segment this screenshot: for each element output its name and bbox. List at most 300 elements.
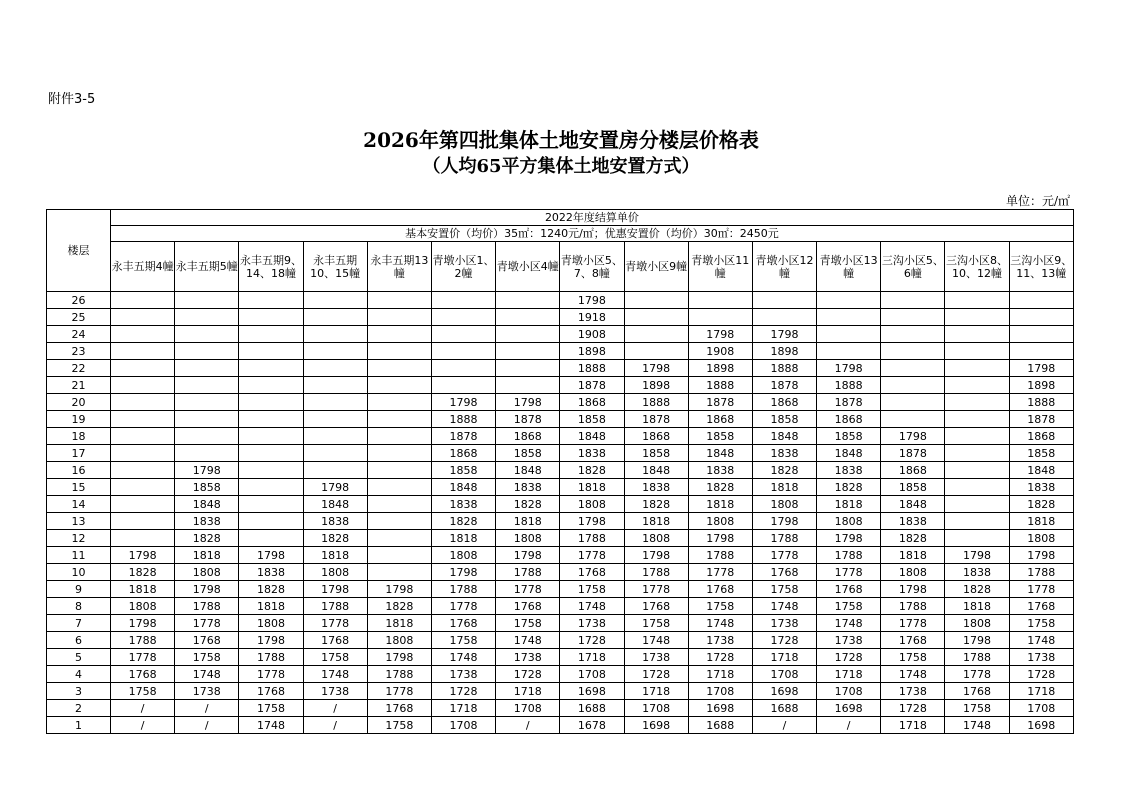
price-cell: 1818: [496, 513, 560, 530]
price-cell: 1738: [560, 615, 624, 632]
price-cell: 1868: [817, 411, 881, 428]
price-cell: 1868: [624, 428, 688, 445]
page-subtitle: （人均65平方集体土地安置方式）: [422, 156, 700, 177]
price-cell: 1738: [688, 632, 752, 649]
price-cell: [431, 377, 495, 394]
price-cell: 1828: [111, 564, 175, 581]
price-cell: 1898: [624, 377, 688, 394]
price-cell: [367, 292, 431, 309]
price-cell: 1788: [945, 649, 1009, 666]
floor-cell: 11: [47, 547, 111, 564]
price-cell: 1828: [431, 513, 495, 530]
price-cell: 1878: [881, 445, 945, 462]
building-column-header: 永丰五期9、14、18幢: [239, 242, 303, 292]
price-cell: 1808: [881, 564, 945, 581]
price-cell: [945, 462, 1009, 479]
price-cell: 1688: [560, 700, 624, 717]
price-cell: 1848: [881, 496, 945, 513]
floor-cell: 17: [47, 445, 111, 462]
price-cell: [367, 411, 431, 428]
price-cell: [881, 411, 945, 428]
table-row: [47, 309, 1074, 326]
price-cell: 1728: [881, 700, 945, 717]
price-cell: 1768: [1009, 598, 1073, 615]
price-cell: 1758: [560, 581, 624, 598]
settlement-price-header: 2022年度结算单价: [111, 210, 1074, 226]
price-cell: 1818: [560, 479, 624, 496]
price-cell: 1878: [688, 394, 752, 411]
price-cell: 1908: [560, 326, 624, 343]
price-cell: [496, 326, 560, 343]
table-row: [47, 360, 1074, 377]
price-cell: 1788: [560, 530, 624, 547]
building-column-header: 青墩小区9幢: [624, 242, 688, 292]
price-cell: [817, 309, 881, 326]
floor-cell: 12: [47, 530, 111, 547]
price-cell: 1798: [111, 615, 175, 632]
price-cell: 1728: [431, 683, 495, 700]
price-cell: 1848: [624, 462, 688, 479]
price-cell: 1818: [111, 581, 175, 598]
price-cell: 1858: [817, 428, 881, 445]
price-cell: 1868: [1009, 428, 1073, 445]
floor-cell: 21: [47, 377, 111, 394]
price-cell: [303, 411, 367, 428]
price-cell: 1848: [817, 445, 881, 462]
price-cell: 1798: [111, 547, 175, 564]
price-cell: 1698: [752, 683, 816, 700]
price-cell: /: [817, 717, 881, 734]
price-cell: 1808: [239, 615, 303, 632]
price-cell: [111, 360, 175, 377]
floor-cell: 8: [47, 598, 111, 615]
price-cell: 1818: [431, 530, 495, 547]
price-cell: [367, 462, 431, 479]
floor-cell: 18: [47, 428, 111, 445]
price-cell: 1798: [175, 581, 239, 598]
price-cell: 1798: [688, 530, 752, 547]
price-cell: 1808: [1009, 530, 1073, 547]
price-cell: 1788: [239, 649, 303, 666]
price-cell: 1808: [496, 530, 560, 547]
price-cell: [431, 360, 495, 377]
price-cell: 1678: [560, 717, 624, 734]
price-cell: 1798: [945, 547, 1009, 564]
price-cell: 1798: [881, 428, 945, 445]
building-column-header: 永丰五期4幢: [111, 242, 175, 292]
building-column-header: 永丰五期5幢: [175, 242, 239, 292]
price-cell: 1858: [688, 428, 752, 445]
price-cell: 1858: [496, 445, 560, 462]
price-cell: 1788: [431, 581, 495, 598]
floor-cell: 19: [47, 411, 111, 428]
price-cell: [239, 428, 303, 445]
price-cell: /: [111, 700, 175, 717]
price-cell: [624, 343, 688, 360]
price-cell: 1908: [688, 343, 752, 360]
building-column-header: 青墩小区4幢: [496, 242, 560, 292]
price-cell: 1828: [175, 530, 239, 547]
price-cell: 1708: [624, 700, 688, 717]
price-cell: 1868: [688, 411, 752, 428]
table-row: [47, 343, 1074, 360]
price-cell: 1758: [881, 649, 945, 666]
price-cell: [624, 309, 688, 326]
floor-cell: 22: [47, 360, 111, 377]
price-cell: 1698: [624, 717, 688, 734]
price-cell: [367, 428, 431, 445]
building-column-header: 青墩小区11幢: [688, 242, 752, 292]
price-cell: 1838: [945, 564, 1009, 581]
table-row: [47, 292, 1074, 309]
table-row: [47, 428, 1074, 445]
price-cell: [303, 394, 367, 411]
price-cell: 1798: [367, 581, 431, 598]
price-cell: 1758: [817, 598, 881, 615]
price-cell: 1838: [239, 564, 303, 581]
price-cell: 1748: [881, 666, 945, 683]
price-cell: 1758: [175, 649, 239, 666]
price-cell: 1788: [175, 598, 239, 615]
price-cell: 1818: [367, 615, 431, 632]
price-cell: 1738: [175, 683, 239, 700]
price-cell: 1818: [881, 547, 945, 564]
price-cell: 1748: [431, 649, 495, 666]
building-column-header: 三沟小区9、11、13幢: [1009, 242, 1073, 292]
price-cell: 1828: [303, 530, 367, 547]
floor-cell: 26: [47, 292, 111, 309]
price-cell: 1738: [1009, 649, 1073, 666]
floor-cell: 16: [47, 462, 111, 479]
price-cell: 1738: [817, 632, 881, 649]
price-cell: 1748: [239, 717, 303, 734]
price-cell: 1788: [111, 632, 175, 649]
building-column-header: 三沟小区8、10、12幢: [945, 242, 1009, 292]
price-cell: 1718: [560, 649, 624, 666]
price-cell: [111, 411, 175, 428]
price-cell: 1738: [496, 649, 560, 666]
price-cell: [367, 445, 431, 462]
price-cell: 1868: [752, 394, 816, 411]
price-cell: 1748: [624, 632, 688, 649]
price-cell: 1798: [303, 581, 367, 598]
price-cell: [881, 360, 945, 377]
price-cell: [624, 292, 688, 309]
price-cell: [624, 326, 688, 343]
price-cell: 1768: [817, 581, 881, 598]
price-cell: [752, 292, 816, 309]
price-cell: 1808: [111, 598, 175, 615]
price-cell: [239, 462, 303, 479]
floor-cell: 24: [47, 326, 111, 343]
building-column-header: 青墩小区12幢: [752, 242, 816, 292]
price-cell: 1818: [688, 496, 752, 513]
table-row: [47, 479, 1074, 496]
price-cell: 1708: [496, 700, 560, 717]
floor-cell: 3: [47, 683, 111, 700]
price-cell: 1768: [239, 683, 303, 700]
price-cell: 1768: [624, 598, 688, 615]
building-column-header: 永丰五期13幢: [367, 242, 431, 292]
price-cell: [945, 343, 1009, 360]
price-cell: [1009, 343, 1073, 360]
price-cell: 1778: [688, 564, 752, 581]
price-cell: 1738: [431, 666, 495, 683]
price-cell: [752, 309, 816, 326]
table-row: [47, 615, 1074, 632]
price-cell: 1838: [752, 445, 816, 462]
price-cell: 1728: [752, 632, 816, 649]
price-cell: 1778: [175, 615, 239, 632]
price-cell: 1718: [688, 666, 752, 683]
price-cell: [239, 326, 303, 343]
price-cell: 1758: [303, 649, 367, 666]
price-cell: 1708: [431, 717, 495, 734]
price-cell: 1828: [367, 598, 431, 615]
price-cell: 1728: [624, 666, 688, 683]
price-cell: [945, 445, 1009, 462]
floor-cell: 10: [47, 564, 111, 581]
price-cell: 1758: [239, 700, 303, 717]
price-cell: 1878: [1009, 411, 1073, 428]
price-cell: [111, 479, 175, 496]
price-cell: 1738: [881, 683, 945, 700]
price-cell: 1798: [817, 360, 881, 377]
price-cell: 1778: [945, 666, 1009, 683]
price-cell: 1718: [624, 683, 688, 700]
price-cell: 1808: [431, 547, 495, 564]
price-cell: 1738: [752, 615, 816, 632]
price-cell: [496, 377, 560, 394]
price-cell: [431, 343, 495, 360]
price-cell: 1798: [303, 479, 367, 496]
price-cell: [496, 309, 560, 326]
price-cell: [239, 343, 303, 360]
price-cell: [111, 309, 175, 326]
price-cell: 1878: [431, 428, 495, 445]
price-cell: 1838: [560, 445, 624, 462]
price-cell: [239, 309, 303, 326]
price-cell: [367, 360, 431, 377]
price-cell: [111, 428, 175, 445]
price-cell: 1878: [752, 377, 816, 394]
price-cell: 1808: [303, 564, 367, 581]
price-cell: 1728: [1009, 666, 1073, 683]
price-cell: 1768: [175, 632, 239, 649]
price-cell: 1788: [817, 547, 881, 564]
price-cell: 1798: [239, 632, 303, 649]
table-row: [47, 445, 1074, 462]
price-cell: [496, 343, 560, 360]
price-cell: /: [175, 700, 239, 717]
price-cell: [303, 326, 367, 343]
price-cell: [175, 394, 239, 411]
floor-cell: 13: [47, 513, 111, 530]
price-cell: [881, 326, 945, 343]
price-cell: [303, 360, 367, 377]
price-cell: 1828: [239, 581, 303, 598]
building-column-header: 青墩小区5、7、8幢: [560, 242, 624, 292]
price-cell: 1718: [881, 717, 945, 734]
price-cell: 1778: [303, 615, 367, 632]
price-cell: 1748: [1009, 632, 1073, 649]
price-cell: [239, 513, 303, 530]
price-cell: 1728: [496, 666, 560, 683]
price-cell: [239, 394, 303, 411]
price-cell: 1818: [624, 513, 688, 530]
price-cell: [945, 377, 1009, 394]
price-cell: 1708: [1009, 700, 1073, 717]
price-cell: 1798: [945, 632, 1009, 649]
price-cell: [431, 326, 495, 343]
price-cell: [175, 292, 239, 309]
price-cell: 1828: [945, 581, 1009, 598]
price-cell: 1808: [752, 496, 816, 513]
price-cell: 1808: [688, 513, 752, 530]
table-row: [47, 530, 1074, 547]
price-cell: 1808: [175, 564, 239, 581]
price-cell: 1808: [945, 615, 1009, 632]
price-cell: 1698: [1009, 717, 1073, 734]
price-cell: [367, 326, 431, 343]
floor-cell: 4: [47, 666, 111, 683]
table-row: [47, 683, 1074, 700]
price-cell: 1838: [175, 513, 239, 530]
price-cell: 1798: [752, 513, 816, 530]
price-cell: 1868: [881, 462, 945, 479]
floor-cell: 25: [47, 309, 111, 326]
price-cell: 1858: [560, 411, 624, 428]
price-cell: 1748: [496, 632, 560, 649]
price-cell: 1788: [367, 666, 431, 683]
price-cell: [239, 479, 303, 496]
price-cell: 1758: [367, 717, 431, 734]
price-cell: 1858: [881, 479, 945, 496]
floor-cell: 7: [47, 615, 111, 632]
price-cell: 1858: [624, 445, 688, 462]
price-cell: [111, 377, 175, 394]
price-cell: 1888: [431, 411, 495, 428]
price-cell: 1768: [303, 632, 367, 649]
price-cell: [1009, 326, 1073, 343]
price-cell: [239, 360, 303, 377]
price-cell: [367, 377, 431, 394]
price-cell: [367, 513, 431, 530]
price-cell: 1818: [752, 479, 816, 496]
price-cell: 1848: [1009, 462, 1073, 479]
price-cell: 1798: [688, 326, 752, 343]
price-cell: [431, 309, 495, 326]
price-cell: [1009, 292, 1073, 309]
price-cell: 1888: [560, 360, 624, 377]
page-title: 2026年第四批集体土地安置房分楼层价格表: [363, 128, 759, 152]
price-cell: [111, 496, 175, 513]
table-row: [47, 700, 1074, 717]
price-cell: [367, 343, 431, 360]
price-cell: 1728: [688, 649, 752, 666]
price-cell: 1758: [945, 700, 1009, 717]
building-column-header: 永丰五期10、15幢: [303, 242, 367, 292]
price-cell: [111, 326, 175, 343]
price-cell: 1828: [496, 496, 560, 513]
price-cell: [111, 513, 175, 530]
basic-price-note: 基本安置价（均价）35㎡：1240元/㎡；优惠安置价（均价）30㎡：2450元: [111, 226, 1074, 242]
table-row: [47, 598, 1074, 615]
price-cell: 1758: [688, 598, 752, 615]
price-table: [46, 209, 1074, 734]
table-row: [47, 326, 1074, 343]
floor-cell: 14: [47, 496, 111, 513]
price-cell: [303, 377, 367, 394]
price-cell: 1788: [624, 564, 688, 581]
table-row: [47, 394, 1074, 411]
price-cell: 1778: [239, 666, 303, 683]
price-cell: 1788: [688, 547, 752, 564]
floor-cell: 23: [47, 343, 111, 360]
price-cell: 1798: [431, 394, 495, 411]
price-cell: 1758: [496, 615, 560, 632]
price-cell: [239, 496, 303, 513]
price-cell: [111, 462, 175, 479]
price-cell: 1768: [367, 700, 431, 717]
price-cell: 1798: [496, 394, 560, 411]
price-cell: 1778: [817, 564, 881, 581]
price-cell: [945, 530, 1009, 547]
table-row: [47, 411, 1074, 428]
price-cell: [111, 530, 175, 547]
price-cell: 1808: [560, 496, 624, 513]
price-cell: 1798: [881, 581, 945, 598]
price-cell: 1848: [560, 428, 624, 445]
price-cell: 1858: [752, 411, 816, 428]
price-cell: 1798: [624, 360, 688, 377]
price-cell: 1788: [752, 530, 816, 547]
price-cell: 1698: [688, 700, 752, 717]
price-cell: [881, 377, 945, 394]
price-cell: 1858: [175, 479, 239, 496]
price-cell: [496, 360, 560, 377]
attachment-label: 附件3-5: [48, 92, 96, 107]
price-cell: 1798: [1009, 547, 1073, 564]
price-cell: 1788: [1009, 564, 1073, 581]
price-cell: [945, 513, 1009, 530]
unit-label: 单位：元/㎡: [1005, 194, 1070, 208]
price-cell: 1718: [817, 666, 881, 683]
price-cell: [367, 309, 431, 326]
price-cell: [303, 428, 367, 445]
price-cell: 1838: [496, 479, 560, 496]
price-cell: 1828: [1009, 496, 1073, 513]
price-cell: [881, 292, 945, 309]
price-cell: [367, 394, 431, 411]
price-cell: 1748: [303, 666, 367, 683]
price-cell: [303, 445, 367, 462]
price-cell: /: [303, 700, 367, 717]
price-cell: 1798: [431, 564, 495, 581]
price-cell: 1888: [752, 360, 816, 377]
price-cell: 1898: [1009, 377, 1073, 394]
price-cell: [945, 326, 1009, 343]
price-cell: 1718: [1009, 683, 1073, 700]
price-cell: [175, 445, 239, 462]
price-cell: 1798: [496, 547, 560, 564]
price-cell: 1768: [752, 564, 816, 581]
price-cell: 1898: [560, 343, 624, 360]
price-cell: 1758: [111, 683, 175, 700]
price-cell: [367, 564, 431, 581]
price-cell: [817, 343, 881, 360]
price-cell: [303, 292, 367, 309]
